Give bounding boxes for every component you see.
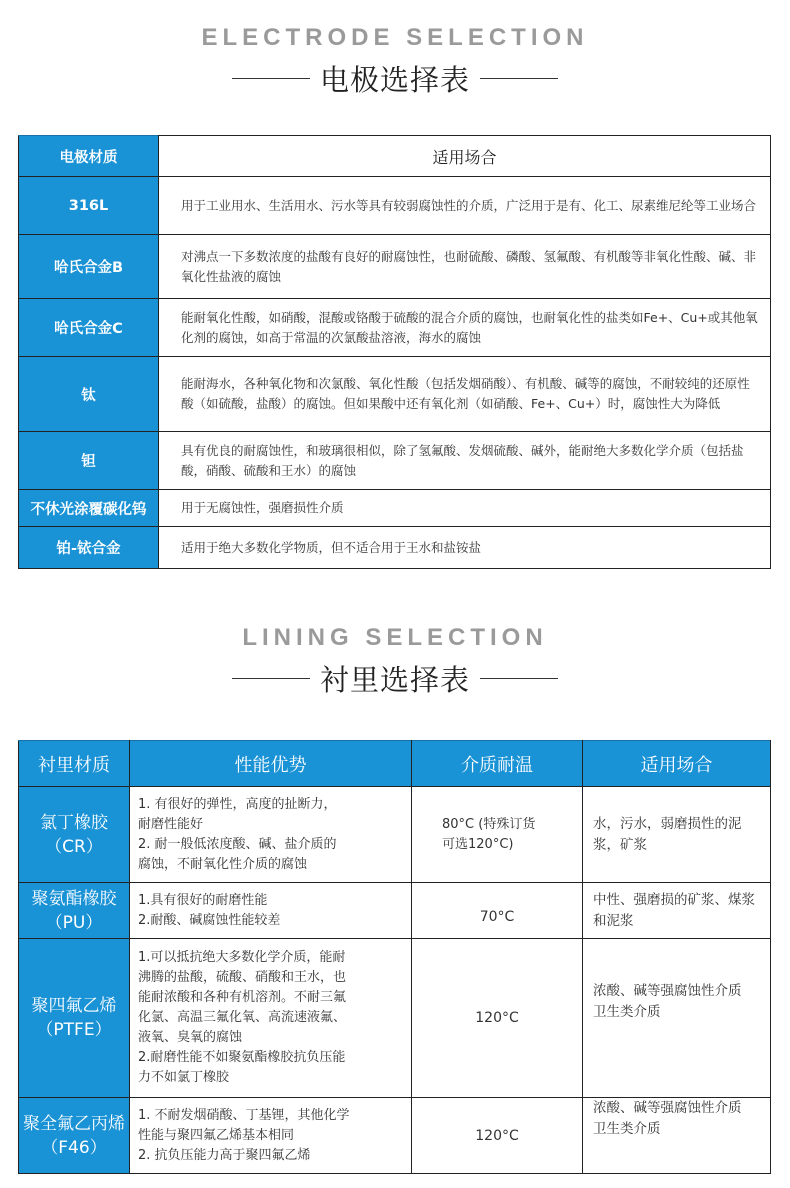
lining-temperature: 120°C	[412, 1098, 583, 1174]
electrode-section-heading	[0, 24, 790, 99]
header-material: 衬里材质	[19, 741, 130, 787]
table-row	[19, 939, 771, 1098]
header-performance: 性能优势	[130, 741, 412, 787]
table-row	[19, 787, 771, 883]
table-header-row	[19, 741, 771, 787]
header-temperature: 介质耐温	[412, 741, 583, 787]
electrode-table	[18, 135, 771, 569]
lining-temperature: 120°C	[412, 939, 583, 1098]
header-usage: 适用场合	[159, 136, 771, 177]
lining-usage: 浓酸、碱等强腐蚀性介质 卫生类介质	[583, 1098, 771, 1174]
electrode-usage: 能耐海水，各种氧化物和次氯酸、氧化性酸（包括发烟硝酸）、有机酸、碱等的腐蚀，不耐较纯的还原性酸（如硫酸，盐酸）的腐蚀。但如果酸中还有氧化剂（如硝酸、Fe+、Cu+）时，腐蚀性大为降低	[159, 357, 771, 432]
electrode-cn-title: 电极选择表	[319, 63, 470, 97]
lining-temperature: 80°C (特殊订货 可选120°C)	[412, 787, 583, 883]
lining-performance: 1. 有很好的弹性，高度的扯断力， 耐磨性能好 2. 耐一般低浓度酸、碱、盐介质的 腐蚀，不耐氧化性介质的腐蚀	[130, 787, 412, 883]
electrode-material: 不休光涂覆碳化钨	[19, 490, 159, 527]
lining-temperature: 70°C	[412, 883, 583, 939]
table-row	[19, 357, 771, 432]
lining-usage: 浓酸、碱等强腐蚀性介质 卫生类介质	[583, 939, 771, 1098]
lining-table	[18, 740, 771, 1174]
electrode-usage: 适用于绝大多数化学物质，但不适合用于王水和盐铵盐	[159, 527, 771, 569]
electrode-usage: 用于无腐蚀性，强磨损性介质	[159, 490, 771, 527]
lining-usage: 水，污水，弱磨损性的泥浆，矿浆	[583, 787, 771, 883]
table-row	[19, 490, 771, 527]
header-usage: 适用场合	[583, 741, 771, 787]
table-row	[19, 527, 771, 569]
lining-material: 聚氨酯橡胶 （PU）	[19, 883, 130, 939]
electrode-usage: 用于工业用水、生活用水、污水等具有较弱腐蚀性的介质，广泛用于是有、化工、尿素维尼纶等工业场合	[159, 177, 771, 235]
divider	[232, 78, 310, 79]
table-row	[19, 177, 771, 235]
lining-material: 聚全氟乙丙烯 （F46）	[19, 1098, 130, 1174]
electrode-material: 316L	[19, 177, 159, 235]
header-material: 电极材质	[19, 136, 159, 177]
electrode-material: 铂-铱合金	[19, 527, 159, 569]
table-row	[19, 1098, 771, 1174]
electrode-material: 哈氏合金B	[19, 235, 159, 299]
lining-usage: 中性、强磨损的矿浆、煤浆和泥浆	[583, 883, 771, 939]
lining-en-title: LINING SELECTION	[242, 624, 548, 651]
electrode-en-title: ELECTRODE SELECTION	[201, 24, 589, 51]
electrode-usage: 能耐氧化性酸，如硝酸，混酸或铬酸于硫酸的混合介质的腐蚀，也耐氧化性的盐类如Fe+、Cu+或其他氧化剂的腐蚀，如高于常温的次氯酸盐溶液，海水的腐蚀	[159, 299, 771, 357]
table-header-row	[19, 136, 771, 177]
divider	[480, 78, 558, 79]
divider	[232, 678, 310, 679]
table-row	[19, 235, 771, 299]
lining-performance: 1. 不耐发烟硝酸、丁基锂，其他化学 性能与聚四氟乙烯基本相同 2. 抗负压能力高于聚四氟乙烯	[130, 1098, 412, 1174]
lining-cn-title: 衬里选择表	[319, 663, 470, 697]
electrode-material: 哈氏合金C	[19, 299, 159, 357]
lining-material: 氯丁橡胶 （CR）	[19, 787, 130, 883]
table-row	[19, 883, 771, 939]
lining-section-heading	[0, 624, 790, 699]
electrode-material: 钛	[19, 357, 159, 432]
divider	[480, 678, 558, 679]
lining-material: 聚四氟乙烯 （PTFE）	[19, 939, 130, 1098]
lining-performance: 1.可以抵抗绝大多数化学介质，能耐 沸腾的盐酸，硫酸、硝酸和王水，也 能耐浓酸和各种有机溶剂。不耐三氟 化氯、高温三氟化氧、高流速液氟、 液氧、臭氧的腐蚀 2.耐磨性能不如聚氨酯橡胶抗负压能 力不如氯丁橡胶	[130, 939, 412, 1098]
electrode-usage: 对沸点一下多数浓度的盐酸有良好的耐腐蚀性，也耐硫酸、磷酸、氢氟酸、有机酸等非氧化性酸、碱、非氧化性盐液的腐蚀	[159, 235, 771, 299]
table-row	[19, 299, 771, 357]
electrode-usage: 具有优良的耐腐蚀性，和玻璃很相似，除了氢氟酸、发烟硫酸、碱外，能耐绝大多数化学介质（包括盐酸，硝酸、硫酸和王水）的腐蚀	[159, 432, 771, 490]
lining-performance: 1.具有很好的耐磨性能 2.耐酸、碱腐蚀性能较差	[130, 883, 412, 939]
electrode-material: 钽	[19, 432, 159, 490]
table-row	[19, 432, 771, 490]
